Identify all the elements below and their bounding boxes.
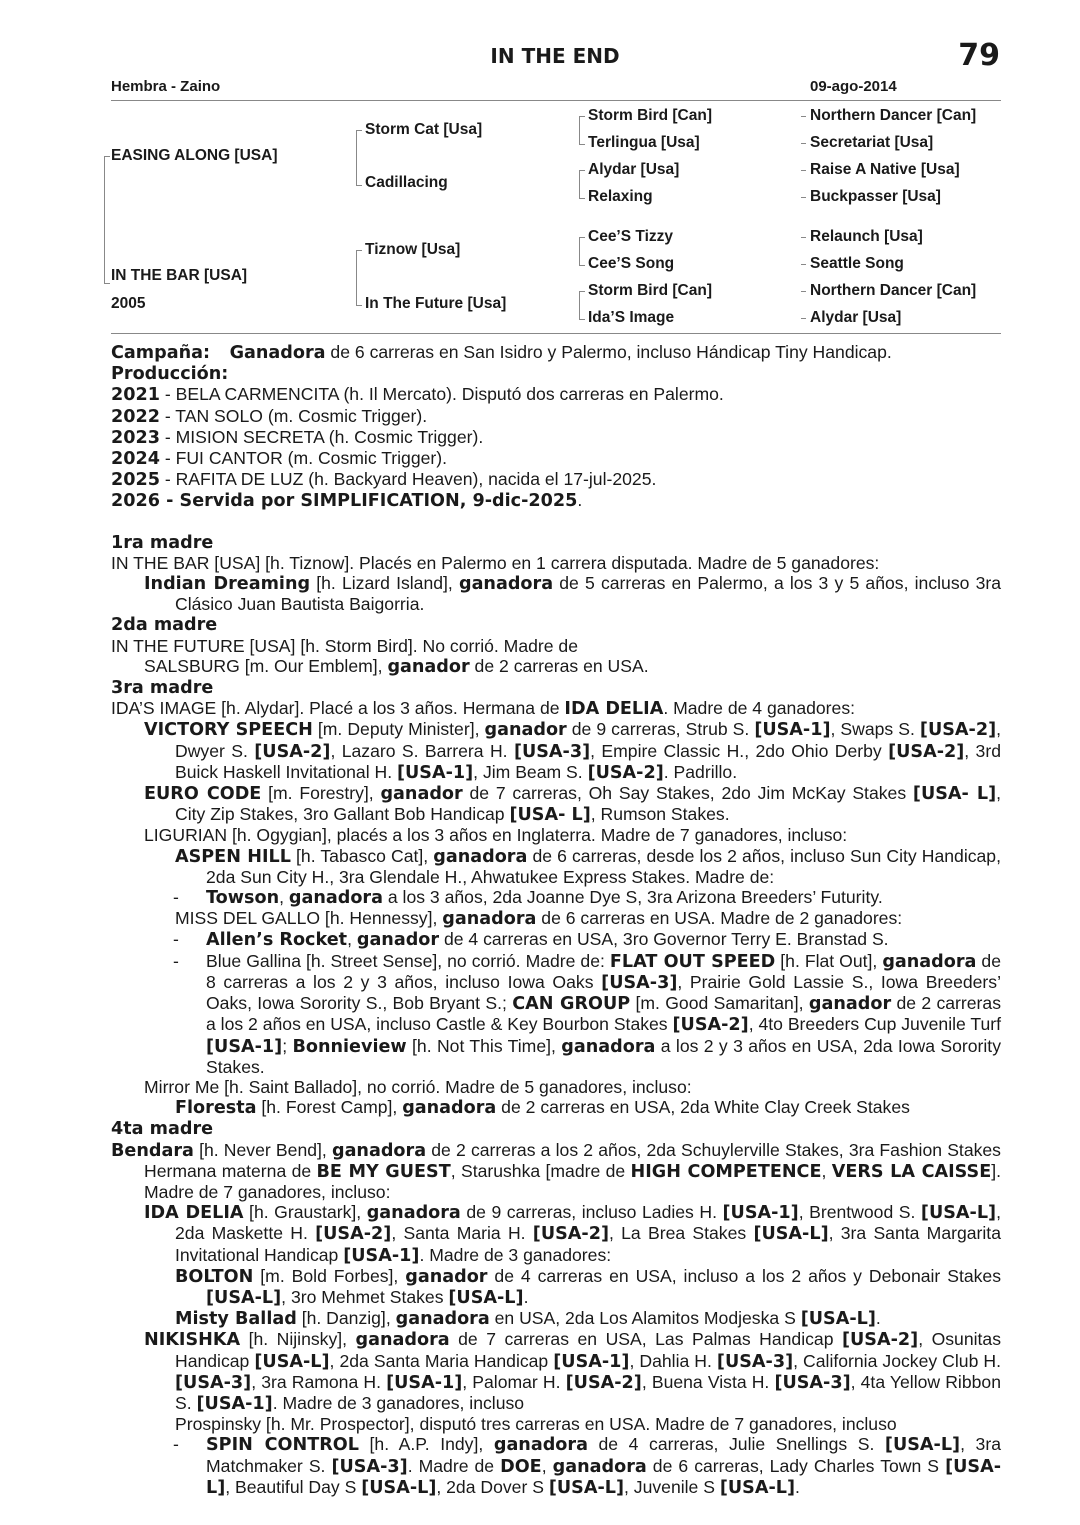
production-item <box>111 427 1001 448</box>
text-fragment: , California Jockey Club H. <box>793 1350 1001 1371</box>
grade-badge: [USA-1] <box>386 1372 463 1393</box>
bracket-gen3-c <box>579 237 585 266</box>
pedigree-gen3-4: Relaxing <box>588 188 653 205</box>
text-fragment: de 6 carreras en USA. Madre de 2 ganadores: <box>536 908 903 929</box>
text-fragment: , 2da Santa Maria Handicap <box>329 1350 554 1371</box>
second-dam-text <box>111 636 1001 656</box>
second-dam-desc: IN THE FUTURE [USA] [h. Storm Bird]. No corrió. Madre de <box>111 635 578 656</box>
page-title: IN THE END <box>490 44 620 68</box>
grade-badge: [USA-2] <box>919 720 997 741</box>
grade-badge: [USA-3] <box>601 972 678 993</box>
text-fragment: , City Zip Stakes, 3ro Gallant Bob Handicap <box>175 783 1001 825</box>
text-fragment: , Prairie Gold Lassie S., Iowa Breeders’ Oaks, Iowa Sorority S., Bob Bryant S.; <box>206 971 1001 1014</box>
text-fragment: , Santa Maria H. <box>391 1223 533 1244</box>
production-heading <box>111 363 1001 384</box>
third-dam-text <box>111 698 1001 719</box>
entry-floresta <box>111 1097 1001 1118</box>
pedigree-gen3-8: Ida’S Image <box>588 309 675 326</box>
birth-date: 09-ago-2014 <box>810 78 897 95</box>
winner-label: ganadora <box>288 888 383 909</box>
text-fragment: SALSBURG [m. Our Emblem], <box>144 655 388 676</box>
grade-badge: [USA-3] <box>331 1456 408 1477</box>
production-tail: . <box>577 490 583 511</box>
bracket-gen3-d <box>579 291 585 320</box>
pedigree-gen2-3: Tiznow [Usa] <box>365 241 461 258</box>
pedigree-gen4-4: Buckpasser [Usa] <box>810 188 941 205</box>
pedigree-gen4-7: Northern Dancer [Can] <box>810 282 977 299</box>
entry-bolton <box>111 1266 1001 1308</box>
pedigree-gen3-5: Cee’S Tizzy <box>588 228 674 245</box>
grade-badge: [USA-1] <box>754 720 831 741</box>
third-dam-label: 3ra madre <box>111 678 214 699</box>
winner-label: ganador <box>484 720 567 741</box>
text-fragment: de 2 carreras a los 2 años, 2da Schuylerville Stakes, 3ra Fashion Stakes Hermana materna de <box>144 1139 1001 1181</box>
grade-badge: [USA-L] <box>361 1477 437 1498</box>
text-fragment: , 4to Breeders Cup Juvenile Turf <box>748 1014 1002 1035</box>
pedigree-gen3-3: Alydar [Usa] <box>588 161 680 178</box>
text-fragment: IDA’S IMAGE [h. Alydar]. Placé a los 3 años. Hermana de <box>111 698 565 719</box>
grade-badge: [USA-L] <box>206 1287 282 1308</box>
second-dam-label: 2da madre <box>111 615 218 636</box>
entry-miss-del-gallo <box>111 908 1001 929</box>
text-fragment: , 3ra Santa Margarita Invitational Handicap <box>175 1223 1001 1265</box>
list-dash: - <box>173 950 179 971</box>
production-item <box>111 406 1001 427</box>
first-dam-text <box>111 553 1001 573</box>
grade-badge: [USA-1] <box>206 1036 283 1057</box>
entry-ligurian <box>111 825 1001 845</box>
text-fragment: , 2da Maskette H. <box>175 1202 1001 1244</box>
entry-spin-control <box>111 1434 1001 1498</box>
pedigree-divider <box>111 333 1001 334</box>
production-text: - BELA CARMENCITA (h. Il Mercato). Disputó dos carreras en Palermo. <box>159 384 724 405</box>
winner-label: ganador <box>387 656 470 677</box>
first-dam-child <box>111 573 1001 614</box>
grade-badge: [USA-L] <box>548 1477 625 1498</box>
winner-label: ganadora <box>442 909 537 930</box>
grade-badge: [USA-1] <box>553 1351 630 1372</box>
horse-name: Bonnieview <box>292 1036 407 1057</box>
winner-label: ganador <box>405 1266 488 1287</box>
text-fragment: . Padrillo. <box>663 761 738 782</box>
text-fragment: , 2da Dover S <box>436 1476 549 1497</box>
text-fragment: , <box>347 929 357 950</box>
text-fragment: de 9 carreras, incluso Ladies H. <box>460 1202 723 1223</box>
text-fragment: , Swaps S. <box>830 719 920 740</box>
pedigree-gen2-4: In The Future [Usa] <box>365 295 507 312</box>
winner-label: ganador <box>808 994 892 1015</box>
production-item <box>111 469 1001 490</box>
dash-gen4-4 <box>801 197 806 198</box>
list-dash: - <box>173 1434 179 1455</box>
text-fragment: , La Brea Stakes <box>609 1223 754 1244</box>
bracket-gen3-a <box>579 116 585 145</box>
first-dam-desc: IN THE BAR [USA] [h. Tiznow]. Placés en Palermo en 1 carrera disputada. Madre de 5 ganadores: <box>111 552 880 573</box>
second-dam-heading <box>111 614 1001 635</box>
production-item <box>111 490 1001 511</box>
text-fragment: a los 2 y 3 años en USA, 2da Iowa Sorority Stakes. <box>206 1035 1001 1077</box>
campaign-result: Ganadora <box>229 343 326 363</box>
horse-name: IDA DELIA <box>144 1203 244 1224</box>
campaign-line <box>111 342 1001 363</box>
fourth-dam-heading <box>111 1118 1001 1139</box>
pedigree-gen3-1: Storm Bird [Can] <box>588 107 712 124</box>
dash-gen4-1 <box>801 116 806 117</box>
winner-label: ganadora <box>331 1140 427 1161</box>
text-fragment: de 7 carreras, Oh Say Stakes, 2do Jim McKay Stakes <box>462 783 913 804</box>
text-fragment: , Buena Vista H. <box>641 1371 775 1392</box>
horse-name: Towson <box>206 888 280 909</box>
grade-badge: [USA-2] <box>672 1015 749 1036</box>
text-fragment: Blue Gallina [h. Street Sense], no corrió. Madre de: <box>206 950 610 971</box>
winner-label: ganadora <box>355 1330 450 1351</box>
production-text: - FUI CANTOR (m. Cosmic Trigger). <box>159 448 448 469</box>
text-fragment: de 4 carreras en USA, incluso a los 2 años y Debonair Stakes <box>487 1265 1002 1286</box>
bracket-gen2-a <box>356 130 362 186</box>
dash-gen4-8 <box>801 318 806 319</box>
list-dash: - <box>173 887 179 908</box>
dash-gen4-5 <box>801 237 806 238</box>
grade-badge: [USA- L] <box>912 784 997 805</box>
bracket-gen3-b <box>579 170 585 199</box>
grade-badge: [USA-L] <box>920 1203 997 1224</box>
pedigree-gen3-6: Cee’S Song <box>588 255 675 272</box>
text-fragment: , Beautiful Day S <box>225 1476 362 1497</box>
text-fragment: , Lazaro S. Barrera H. <box>330 740 514 761</box>
text-fragment: Mirror Me [h. Saint Ballado], no corrió. Madre de 5 ganadores, incluso: <box>144 1076 692 1097</box>
winner-label: ganadora <box>561 1036 656 1057</box>
horse-name: BOLTON <box>175 1266 254 1287</box>
text-fragment: . <box>875 1308 881 1329</box>
text-fragment: [h. Never Bend], <box>193 1139 332 1160</box>
grade-badge: [USA-1] <box>396 762 474 783</box>
production-year: 2024 <box>111 449 160 470</box>
grade-badge: [USA-2] <box>587 762 664 783</box>
pedigree-gen4-1: Northern Dancer [Can] <box>810 107 977 124</box>
grade-badge: [USA-1] <box>343 1245 420 1266</box>
production-label: Producción: <box>111 364 229 385</box>
text-fragment: , Rumson Stakes. <box>590 804 730 825</box>
production-year: 2021 <box>111 385 160 406</box>
horse-name: BE MY GUEST <box>316 1161 451 1182</box>
campaign-label: Campaña: <box>111 343 211 363</box>
production-text: - TAN SOLO (m. Cosmic Trigger). <box>159 405 428 426</box>
horse-name: FLAT OUT SPEED <box>609 951 776 972</box>
production-text: - RAFITA DE LUZ (h. Backyard Heaven), nacida el 17-jul-2025. <box>159 469 657 490</box>
winner-label: ganadora <box>882 951 977 972</box>
text-fragment: , Dwyer S. <box>175 719 1001 761</box>
text-fragment: . Madre de <box>407 1455 501 1476</box>
sex-color: Hembra - Zaino <box>111 78 221 95</box>
winner-label: ganadora <box>458 574 554 595</box>
grade-badge: [USA-3] <box>774 1372 851 1393</box>
grade-badge: [USA-L] <box>753 1224 829 1245</box>
text-fragment: [h. Forest Camp], <box>256 1097 403 1118</box>
production-year: 2023 <box>111 427 160 448</box>
grade-badge: [USA-L] <box>884 1435 961 1456</box>
pedigree-gen3-7: Storm Bird [Can] <box>588 282 712 299</box>
grade-badge: [USA-L] <box>800 1309 876 1330</box>
text-fragment: . Madre de 3 ganadores: <box>419 1244 612 1265</box>
second-dam-child <box>111 656 1001 677</box>
production-year: 2026 <box>111 491 160 512</box>
text-fragment: . <box>795 1476 800 1497</box>
bracket-gen1 <box>104 156 110 284</box>
text-fragment: . Madre de 4 ganadores: <box>663 698 856 719</box>
text-fragment: de 6 carreras, Lady Charles Town S <box>646 1455 946 1476</box>
pedigree-dam: IN THE BAR [USA] <box>111 267 248 284</box>
text-fragment: , Dahlia H. <box>629 1350 717 1371</box>
pedigree-gen4-5: Relaunch [Usa] <box>810 228 923 245</box>
horse-name: ASPEN HILL <box>175 846 291 867</box>
winner-label: ganadora <box>552 1456 647 1477</box>
grade-badge: [USA-1] <box>722 1203 799 1224</box>
pedigree-gen3-2: Terlingua [Usa] <box>588 134 700 151</box>
grade-badge: [USA-2] <box>315 1224 392 1245</box>
body-text <box>111 342 1001 1498</box>
text-fragment: , Empire Classic H., 2do Ohio Derby <box>590 740 889 761</box>
grade-badge: [USA-L] <box>719 1477 796 1498</box>
horse-name: VICTORY SPEECH <box>144 720 313 741</box>
horse-name: HIGH COMPETENCE <box>630 1161 822 1182</box>
text-fragment: MISS DEL GALLO [h. Hennessy], <box>175 908 443 929</box>
entry-ida-delia <box>111 1202 1001 1266</box>
dash-gen4-6 <box>801 264 806 265</box>
dash-gen4-2 <box>801 143 806 144</box>
production-year: 2025 <box>111 470 160 491</box>
text-fragment: de 4 carreras, Julie Snellings S. <box>587 1434 885 1455</box>
entry-victory-speech <box>111 719 1001 783</box>
text-fragment: . Madre de 3 ganadores, incluso <box>272 1392 525 1413</box>
text-fragment: , Osunitas Handicap <box>175 1329 1001 1371</box>
text-fragment: [m. Deputy Minister], <box>312 719 485 740</box>
grade-badge: [USA-3] <box>716 1351 794 1372</box>
grade-badge: [USA-L] <box>448 1287 524 1308</box>
fourth-dam-label: 4ta madre <box>111 1119 214 1140</box>
horse-name: Allen’s Rocket <box>206 930 348 951</box>
horse-name: CAN GROUP <box>512 994 631 1015</box>
grade-badge: [USA- L] <box>509 805 591 826</box>
entry-bendara <box>111 1140 1001 1203</box>
page-number: 79 <box>958 38 1000 73</box>
dash-gen4-3 <box>801 170 806 171</box>
grade-badge: [USA-2] <box>532 1224 609 1245</box>
grade-badge: [USA-2] <box>254 741 331 762</box>
text-fragment: de 9 carreras, Strub S. <box>566 719 755 740</box>
grade-badge: [USA-L] <box>254 1351 330 1372</box>
horse-name: EURO CODE <box>144 784 262 805</box>
text-fragment: , Juvenile S <box>624 1476 720 1497</box>
text-fragment: de 2 carreras en USA, 2da White Clay Creek Stakes <box>496 1097 910 1118</box>
entry-misty-ballad <box>111 1308 1001 1329</box>
text-fragment: , <box>541 1455 553 1476</box>
production-text: - MISION SECRETA (h. Cosmic Trigger). <box>159 426 484 447</box>
production-item <box>111 448 1001 469</box>
entry-allens-rocket <box>111 929 1001 950</box>
text-fragment: , 3ra Ramona H. <box>251 1371 387 1392</box>
pedigree-gen2-1: Storm Cat [Usa] <box>365 121 483 138</box>
horse-name: Floresta <box>175 1098 257 1119</box>
text-fragment: [h. Not This Time], <box>406 1035 562 1056</box>
text-fragment: [m. Good Samaritan], <box>630 993 809 1014</box>
text-fragment: de 8 carreras a los 2 y 3 años, incluso Iowa Oaks <box>206 950 1001 992</box>
production-year: 2022 <box>111 406 160 427</box>
horse-name: NIKISHKA <box>144 1330 241 1351</box>
winner-label: ganadora <box>395 1309 490 1330</box>
horse-name: VERS LA CAISSE <box>831 1161 992 1182</box>
text-fragment: de 2 carreras a los 2 años en USA, incluso Castle & Key Bourbon Stakes <box>206 993 1001 1035</box>
text-fragment: de 4 carreras en USA, 3ro Governor Terry E. Branstad S. <box>439 929 889 950</box>
text-fragment: [m. Forestry], <box>261 783 381 804</box>
text-fragment: [h. Lizard Island], <box>310 573 459 594</box>
text-fragment: , Starushka [madre de <box>450 1160 631 1181</box>
grade-badge: [USA-L] <box>206 1456 1001 1498</box>
pedigree-gen2-2: Cadillacing <box>365 174 448 191</box>
text-fragment: de 2 carreras en USA. <box>469 655 649 676</box>
pedigree-gen4-2: Secretariat [Usa] <box>810 134 934 151</box>
text-fragment: . <box>523 1286 529 1307</box>
entry-aspen-hill <box>111 846 1001 887</box>
grade-badge: [USA-3] <box>513 741 591 762</box>
horse-name: Indian Dreaming <box>144 574 311 595</box>
text-fragment: , <box>279 887 289 908</box>
entry-blue-gallina <box>111 951 1001 1077</box>
text-fragment: a los 3 años, 2da Joanne Dye S, 3ra Arizona Breeders’ Futurity. <box>382 887 883 908</box>
entry-prospinsky <box>111 1414 1001 1434</box>
text-fragment: [h. Danzig], <box>296 1308 396 1329</box>
text-fragment: , Brentwood S. <box>798 1202 921 1223</box>
pedigree-gen4-6: Seattle Song <box>810 255 904 272</box>
entry-euro-code <box>111 783 1001 825</box>
pedigree-gen4-8: Alydar [Usa] <box>810 309 902 326</box>
text-fragment: , 4ta Yellow Ribbon S. <box>175 1371 1001 1413</box>
horse-name: IDA DELIA <box>564 699 664 720</box>
horse-name: SPIN CONTROL <box>206 1435 359 1456</box>
text-fragment: , 3ro Mehmet Stakes <box>281 1286 449 1307</box>
text-fragment: , 3ra Matchmaker S. <box>206 1434 1001 1476</box>
text-fragment: LIGURIAN [h. Ogygian], placés a los 3 años en Inglaterra. Madre de 7 ganadores, incluso: <box>144 825 848 846</box>
text-fragment: ]. Madre de 7 ganadores, incluso: <box>144 1160 1001 1202</box>
grade-badge: [USA-2] <box>841 1330 919 1351</box>
pedigree-sire: EASING ALONG [USA] <box>111 147 278 164</box>
text-fragment: Prospinsky [h. Mr. Prospector], disputó tres carreras en USA. Madre de 7 ganadores, incluso <box>175 1414 897 1435</box>
production-item <box>111 384 1001 405</box>
third-dam-heading <box>111 677 1001 698</box>
pedigree-gen4-3: Raise A Native [Usa] <box>810 161 960 178</box>
text-fragment: , Palomar H. <box>462 1371 566 1392</box>
bracket-gen2-b <box>356 250 362 306</box>
text-fragment: ; <box>282 1035 293 1056</box>
pedigree-dam-year: 2005 <box>111 295 146 312</box>
header-divider <box>111 100 1001 101</box>
first-dam-heading <box>111 532 1001 553</box>
text-fragment: [h. Tabasco Cat], <box>290 845 434 866</box>
horse-name: DOE <box>500 1456 542 1477</box>
first-dam-label: 1ra madre <box>111 532 214 553</box>
text-fragment: [h. Flat Out], <box>775 950 883 971</box>
production-text: - Servida por SIMPLIFICATION, 9-dic-2025 <box>159 491 578 512</box>
entry-mirror-me <box>111 1077 1001 1097</box>
text-fragment: de 7 carreras en USA, Las Palmas Handicap <box>449 1329 842 1350</box>
text-fragment: [h. Graustark], <box>243 1202 367 1223</box>
winner-label: ganadora <box>433 846 528 867</box>
winner-label: ganadora <box>493 1435 588 1456</box>
text-fragment: de 6 carreras, desde los 2 años, incluso Sun City Handicap, 2da Sun City H., 3ra Glendale H., Ahwatukee Express Stakes. Madre de: <box>206 845 1001 887</box>
winner-label: ganadora <box>402 1098 497 1119</box>
grade-badge: [USA-2] <box>888 741 965 762</box>
entry-nikishka <box>111 1329 1001 1414</box>
text-fragment: , 3rd Buick Haskell Invitational H. <box>175 740 1001 782</box>
grade-badge: [USA-1] <box>196 1393 273 1414</box>
text-fragment: [h. Nijinsky], <box>240 1329 356 1350</box>
grade-badge: [USA-2] <box>565 1372 642 1393</box>
text-fragment: [h. A.P. Indy], <box>358 1434 494 1455</box>
list-dash: - <box>173 929 179 950</box>
horse-name: Bendara <box>111 1140 194 1161</box>
text-fragment: [m. Bold Forbes], <box>253 1265 406 1286</box>
horse-name: Misty Ballad <box>175 1309 297 1330</box>
text-fragment: de 5 carreras en Palermo, a los 3 y 5 años, incluso 3ra Clásico Juan Bautista Baigorria. <box>175 573 1001 615</box>
text-fragment: , <box>821 1160 832 1181</box>
campaign-text: de 6 carreras en San Isidro y Palermo, incluso Hándicap Tiny Handicap. <box>325 342 892 362</box>
grade-badge: [USA-3] <box>175 1372 252 1393</box>
dash-gen4-7 <box>801 291 806 292</box>
winner-label: ganadora <box>366 1203 461 1224</box>
spacer <box>111 512 1001 532</box>
winner-label: ganador <box>380 784 463 805</box>
entry-towson <box>111 887 1001 908</box>
text-fragment: en USA, 2da Los Alamitos Modjeska S <box>489 1308 801 1329</box>
text-fragment: , Jim Beam S. <box>473 761 588 782</box>
winner-label: ganador <box>356 930 440 951</box>
